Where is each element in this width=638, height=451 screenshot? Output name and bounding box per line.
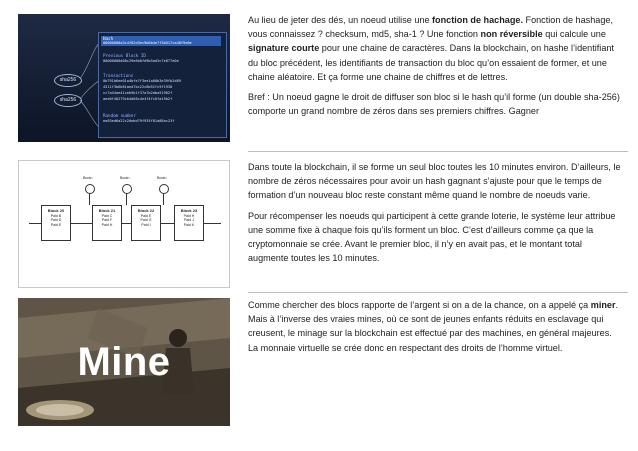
text: qui calcule une (542, 29, 606, 40)
slide-hash-function (18, 14, 230, 142)
notes-1-paragraph-1 (248, 13, 624, 84)
block-line: Paid B (50, 213, 62, 218)
block-22 (131, 205, 161, 241)
block-23 (174, 205, 204, 241)
nonce-value: ea03ed6a22c20ebd79f935f81a88ac23f (103, 119, 175, 123)
block-line: Paid E (50, 222, 62, 227)
bold-text: miner (590, 300, 616, 310)
transactions-label: Transactions (103, 73, 134, 78)
slide-mine (18, 298, 230, 426)
block-line: Paid D (50, 218, 62, 223)
block-line: Paid J (184, 218, 194, 223)
text: Comme chercher des blocs rapporte de l’argent si on a de la chance, on a appelé ça (248, 300, 591, 310)
sha256-ellipse-2: sha256 (54, 94, 82, 107)
block-title: Block 20 (47, 208, 65, 213)
sha256-ellipse-1: sha256 (54, 74, 82, 87)
coin-label: Bcoin (157, 176, 167, 180)
coin-label: Bcoin (83, 176, 93, 180)
notes-1 (248, 13, 624, 124)
transaction-line: aee0f40279cb4d68c4e4f4fc0fa19b2f (103, 97, 173, 101)
transaction-line: cc7a44ae41ceb9b1f37a7b2dba51962f (103, 91, 173, 95)
block-21 (92, 205, 122, 241)
block-line: Paid I (141, 222, 151, 227)
coin-icon (85, 184, 95, 194)
block-line: Paid E (140, 213, 152, 218)
block-title: Block 21 (98, 208, 116, 213)
block-line: Paid C (101, 213, 113, 218)
block-title: Block 22 (137, 208, 155, 213)
text: Fonction de hashage, vous connaissez ? checksum, md5, sha-1 ? Une fonction (248, 15, 613, 40)
block-line: Paid F (101, 218, 113, 223)
block-line: Paid G (140, 218, 152, 223)
separator (248, 151, 628, 152)
block-line: Paid K (183, 222, 195, 227)
block-line: Paid H (101, 222, 113, 227)
block-line: Paid H (183, 213, 195, 218)
slide-blockchain (18, 160, 230, 288)
bold-text: non réversible (480, 29, 543, 40)
prev-block-value: 00000000d00c29e6b0fd9b5ad3c7e877e0e (103, 59, 179, 63)
coin-connector (89, 193, 90, 205)
bold-text: fonction de hachage. (432, 15, 523, 25)
block-title: Block 23 (180, 208, 198, 213)
notes-3-paragraph-1 (248, 298, 624, 355)
notes-2-paragraph-1: Dans toute la blockchain, il se forme un seul bloc toutes les 10 minutes environ. D’ailleurs, le nombre de zéros nécessaires pour avoir un hash gagnant s’ajuste pour que le temps de formation d’un nouveau bloc reste constant même quand le nombre de noeuds varie. (248, 162, 621, 201)
text: Au lieu de jeter des dés, un noeud utilise une (248, 15, 433, 25)
block-20 (41, 205, 71, 241)
hash-box (98, 32, 227, 138)
coin-label: Bcoin (120, 176, 130, 180)
notes-2-paragraph-2: Pour récompenser les noeuds qui participent à cette grande loterie, le système leur attribue une somme fixe à chaque fois qu’ils forment un bloc. C’est d’ailleurs comme ça que la cryptomonnaie se crée. Avant le premier bloc, il n’y en avait pas, et le montant total augmente toutes les 10 minutes. (248, 210, 616, 264)
transaction-line: 0b791b6ee01a4bfe7f3ee1a00b3e39fb2d89 (103, 79, 181, 83)
coin-icon (159, 184, 169, 194)
slide-title: Mine (77, 340, 171, 384)
notes-1-paragraph-2: Bref : Un noeud gagne le droit de diffuser son bloc si le hash qu’il forme (un double sha-256) comporte un grand nombre de zéros dans ses premiers chiffres. Gagner (248, 92, 620, 117)
text: . Mais à l’inverse des vraies mines, où ce sont de jeunes enfants réduits en esclavage qui creusent, le minage sur la blockchain est effectué par des machines, en général majeures. La monnaie virtuelle se crée donc en respectant des droits de l’homme virtuel. (248, 300, 619, 353)
separator (248, 292, 628, 293)
prev-block-label: Previous Block ID (103, 53, 146, 58)
notes-3 (248, 298, 624, 361)
nonce-label: Random number (103, 113, 136, 118)
notes-2 (248, 160, 624, 271)
hash-header: Hash (103, 36, 114, 41)
coin-connector (163, 193, 164, 205)
transaction-line: 4311f3b6b81aed7bc22c8b51fc9f1938 (103, 85, 173, 89)
hash-value: 00000000a3c4f82d3ec9b6b4e7f3b517ca48f9e0e (103, 41, 192, 45)
bold-text: signature courte (248, 43, 320, 54)
text: pour une chaine de caractères. Dans la blockchain, on hashe l’identifiant du bloc précédent, les identifiants de transaction du bloc qu’on essaient de former, et une chaine aléatoire. Et ça forme une chaine de chiffres et de lettres. (248, 43, 614, 82)
coin-connector (126, 193, 127, 205)
coin-icon (122, 184, 132, 194)
